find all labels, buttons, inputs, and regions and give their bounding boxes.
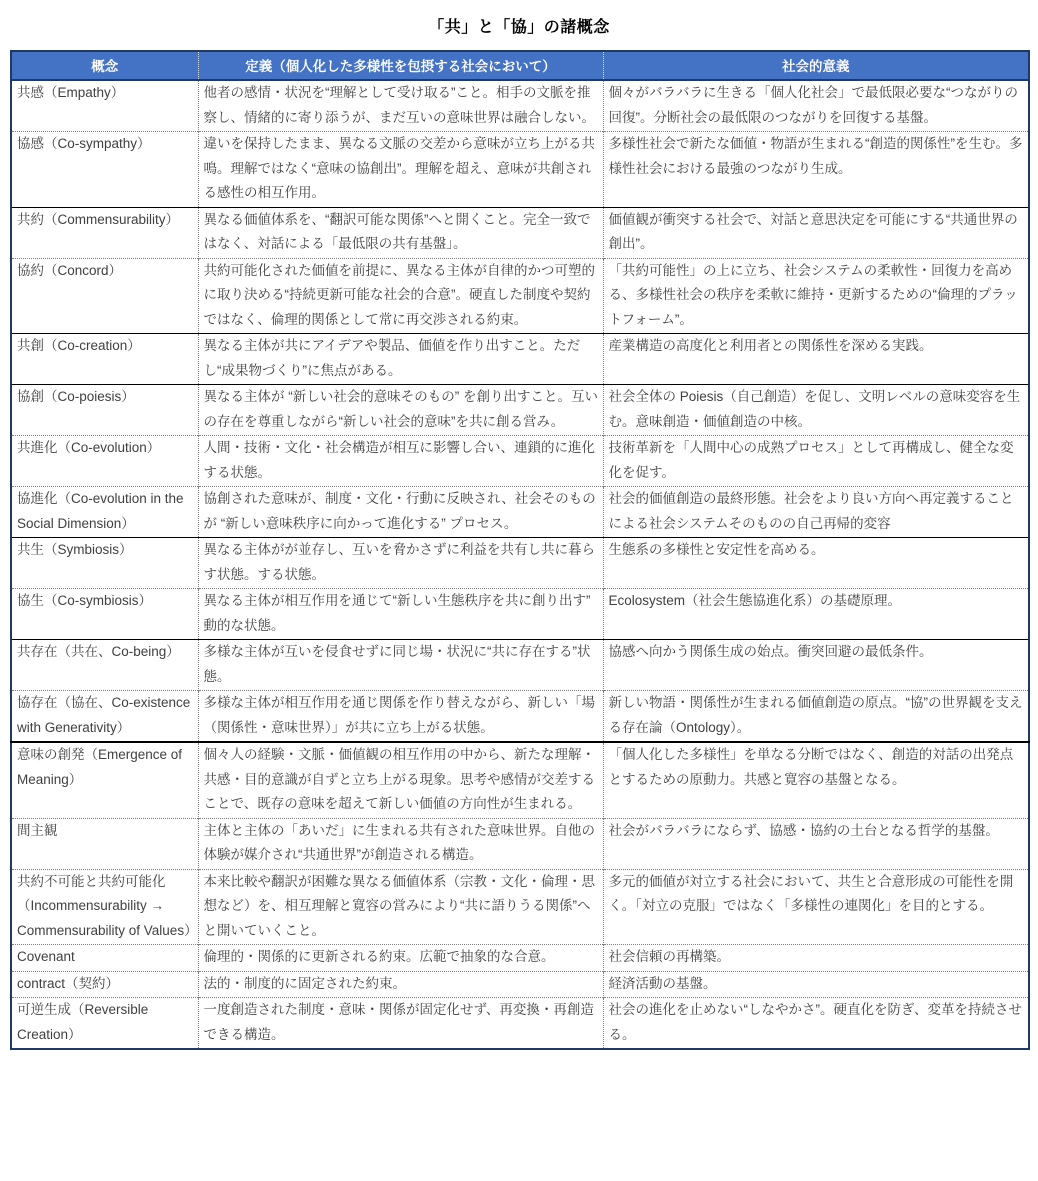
table-row xyxy=(11,589,1029,640)
definition-cell: 違いを保持したまま、異なる文脈の交差から意味が立ち上がる共鳴。理解ではなく“意味の協創出”。理解を超え、意味が共創される感性の相互作用。 xyxy=(198,132,603,208)
concept-cell: 共生（Symbiosis） xyxy=(11,538,198,589)
definition-cell: 多様な主体が互いを侵食せずに同じ場・状況に“共に存在する”状態。 xyxy=(198,640,603,691)
table-row xyxy=(11,80,1029,132)
definition-cell: 異なる価値体系を、“翻訳可能な関係”へと開くこと。完全一致ではなく、対話による「最低限の共有基盤」。 xyxy=(198,207,603,258)
significance-cell: 「共約可能性」の上に立ち、社会システムの柔軟性・回復力を高める、多様性社会の秩序を柔軟に維持・更新するための“倫理的プラットフォーム”。 xyxy=(603,258,1029,334)
definition-cell: 他者の感情・状況を“理解として受け取る”こと。相手の文脈を推察し、情緒的に寄り添うが、まだ互いの意味世界は融合しない。 xyxy=(198,80,603,132)
table-row xyxy=(11,742,1029,818)
concept-cell: 共進化（Co-evolution） xyxy=(11,436,198,487)
concept-cell: 共感（Empathy） xyxy=(17,85,125,100)
table-row xyxy=(11,691,1029,743)
significance-cell: 「個人化した多様性」を単なる分断ではなく、創造的対話の出発点とするための原動力。共感と寛容の基盤となる。 xyxy=(603,742,1029,818)
significance-cell: 多元的価値が対立する社会において、共生と合意形成の可能性を開く。「対立の克服」ではなく「多様性の連関化」を目的とする。 xyxy=(603,869,1029,945)
concept-cell: 協創（Co-poiesis） xyxy=(11,385,198,436)
definition-cell: 異なる主体が共にアイデアや製品、価値を作り出すこと。ただし“成果物づくり”に焦点がある。 xyxy=(198,334,603,385)
table-row xyxy=(11,132,1029,208)
significance-cell: 社会信頼の再構築。 xyxy=(603,945,1029,972)
header-concept: 概念 xyxy=(11,51,198,80)
definition-cell: 協創された意味が、制度・文化・行動に反映され、社会そのものが “新しい意味秩序に向かって進化する” プロセス。 xyxy=(198,487,603,538)
table-row xyxy=(11,538,1029,589)
significance-cell: 社会の進化を止めない“しなやかさ”。硬直化を防ぎ、変革を持続させる。 xyxy=(603,998,1029,1050)
concept-cell: 協存在（協在、Co-existence with Generativity） xyxy=(11,691,198,743)
concept-cell: 共創（Co-creation） xyxy=(11,334,198,385)
significance-cell: 社会がバラバラにならず、協感・協約の土台となる哲学的基盤。 xyxy=(603,818,1029,869)
header-significance: 社会的意義 xyxy=(603,51,1029,80)
table-row xyxy=(11,207,1029,258)
table-row xyxy=(11,818,1029,869)
concept-cell: 協約（Concord） xyxy=(11,258,198,334)
concept-cell: 協進化（Co-evolution in the Social Dimension） xyxy=(11,487,198,538)
concept-cell: 意味の創発（Emergence of Meaning） xyxy=(11,742,198,818)
table-body xyxy=(11,80,1029,1049)
significance-cell: 社会全体の Poiesis（自己創造）を促し、文明レベルの意味変容を生む。意味創造・価値創造の中核。 xyxy=(603,385,1029,436)
page-title: 「共」と「協」の諸概念 xyxy=(428,19,610,36)
concept-cell: 共約不可能と共約可能化（Incommensurability → Commensurability of Values） xyxy=(11,869,198,945)
significance-cell: 技術革新を「人間中心の成熟プロセス」として再構成し、健全な変化を促す。 xyxy=(603,436,1029,487)
concept-cell: 共約（Commensurability） xyxy=(11,207,198,258)
definition-cell: 一度創造された制度・意味・関係が固定化せず、再変換・再創造できる構造。 xyxy=(198,998,603,1050)
definition-cell: 異なる主体がが並存し、互いを脅かさずに利益を共有し共に暮らす状態。する状態。 xyxy=(198,538,603,589)
definition-cell: 個々人の経験・文脈・価値観の相互作用の中から、新たな理解・共感・目的意識が自ずと立ち上がる現象。思考や感情が交差することで、既存の意味を超えて新しい価値の方向性が生まれる。 xyxy=(198,742,603,818)
table-row xyxy=(11,436,1029,487)
definition-cell: 異なる主体が “新しい社会的意味そのもの” を創り出すこと。互いの存在を尊重しながら“新しい社会的意味”を共に創る営み。 xyxy=(198,385,603,436)
table-row xyxy=(11,869,1029,945)
definition-cell: 多様な主体が相互作用を通じ関係を作り替えながら、新しい「場（関係性・意味世界）」が共に立ち上がる状態。 xyxy=(198,691,603,743)
header-definition: 定義（個人化した多様性を包摂する社会において） xyxy=(198,51,603,80)
concept-cell: 共存在（共在、Co-being） xyxy=(11,640,198,691)
definition-cell: 倫理的・関係的に更新される約束。広範で抽象的な合意。 xyxy=(198,945,603,972)
concept-cell: contract（契約） xyxy=(11,971,198,998)
significance-cell: 産業構造の高度化と利用者との関係性を深める実践。 xyxy=(603,334,1029,385)
definition-cell: 法的・制度的に固定された約束。 xyxy=(198,971,603,998)
table-row xyxy=(11,258,1029,334)
significance-cell: 価値観が衝突する社会で、対話と意思決定を可能にする“共通世界の創出”。 xyxy=(603,207,1029,258)
concepts-table xyxy=(10,50,1030,1050)
table-row xyxy=(11,945,1029,972)
concept-cell: 協生（Co-symbiosis） xyxy=(11,589,198,640)
significance-cell: 生態系の多様性と安定性を高める。 xyxy=(603,538,1029,589)
table-row xyxy=(11,334,1029,385)
concept-cell: 間主観 xyxy=(11,818,198,869)
table-row xyxy=(11,971,1029,998)
definition-cell: 本来比較や翻訳が困難な異なる価値体系（宗教・文化・倫理・思想など）を、相互理解と寛容の営みにより“共に語りうる関係”へと開いていくこと。 xyxy=(198,869,603,945)
table-row xyxy=(11,487,1029,538)
definition-cell: 共約可能化された価値を前提に、異なる主体が自律的かつ可塑的に取り決める“持続更新可能な社会的合意”。硬直した制度や契約ではなく、倫理的関係として常に再交渉される約束。 xyxy=(198,258,603,334)
table-row xyxy=(11,998,1029,1050)
header-row xyxy=(11,51,1029,80)
table-row xyxy=(11,385,1029,436)
definition-cell: 主体と主体の「あいだ」に生まれる共有された意味世界。自他の体験が媒介され“共通世界”が創造される構造。 xyxy=(198,818,603,869)
definition-cell: 異なる主体が相互作用を通じて“新しい生態秩序を共に創り出す” 動的な状態。 xyxy=(198,589,603,640)
significance-cell: 多様性社会で新たな価値・物語が生まれる“創造的関係性”を生む。多様性社会における最強のつながり生成。 xyxy=(603,132,1029,208)
concept-cell: Covenant xyxy=(11,945,198,972)
significance-cell: 社会的価値創造の最終形態。社会をより良い方向へ再定義することによる社会システムそのものの自己再帰的変容 xyxy=(603,487,1029,538)
concept-cell: 可逆生成（Reversible Creation） xyxy=(11,998,198,1050)
definition-cell: 人間・技術・文化・社会構造が相互に影響し合い、連鎖的に進化する状態。 xyxy=(198,436,603,487)
table-header xyxy=(11,51,1029,80)
significance-cell: 協感へ向かう関係生成の始点。衝突回避の最低条件。 xyxy=(603,640,1029,691)
table-row xyxy=(11,640,1029,691)
significance-cell: 個々がバラバラに生きる「個人化社会」で最低限必要な“つながりの回復”。分断社会の最低限のつながりを回復する基盤。 xyxy=(603,80,1029,132)
concept-cell: 協感（Co-sympathy） xyxy=(11,132,198,208)
significance-cell: 新しい物語・関係性が生まれる価値創造の原点。“協”の世界観を支える存在論（Ontology）。 xyxy=(603,691,1029,743)
significance-cell: 経済活動の基盤。 xyxy=(603,971,1029,998)
significance-cell: Ecolosystem（社会生態協進化系）の基礎原理。 xyxy=(603,589,1029,640)
